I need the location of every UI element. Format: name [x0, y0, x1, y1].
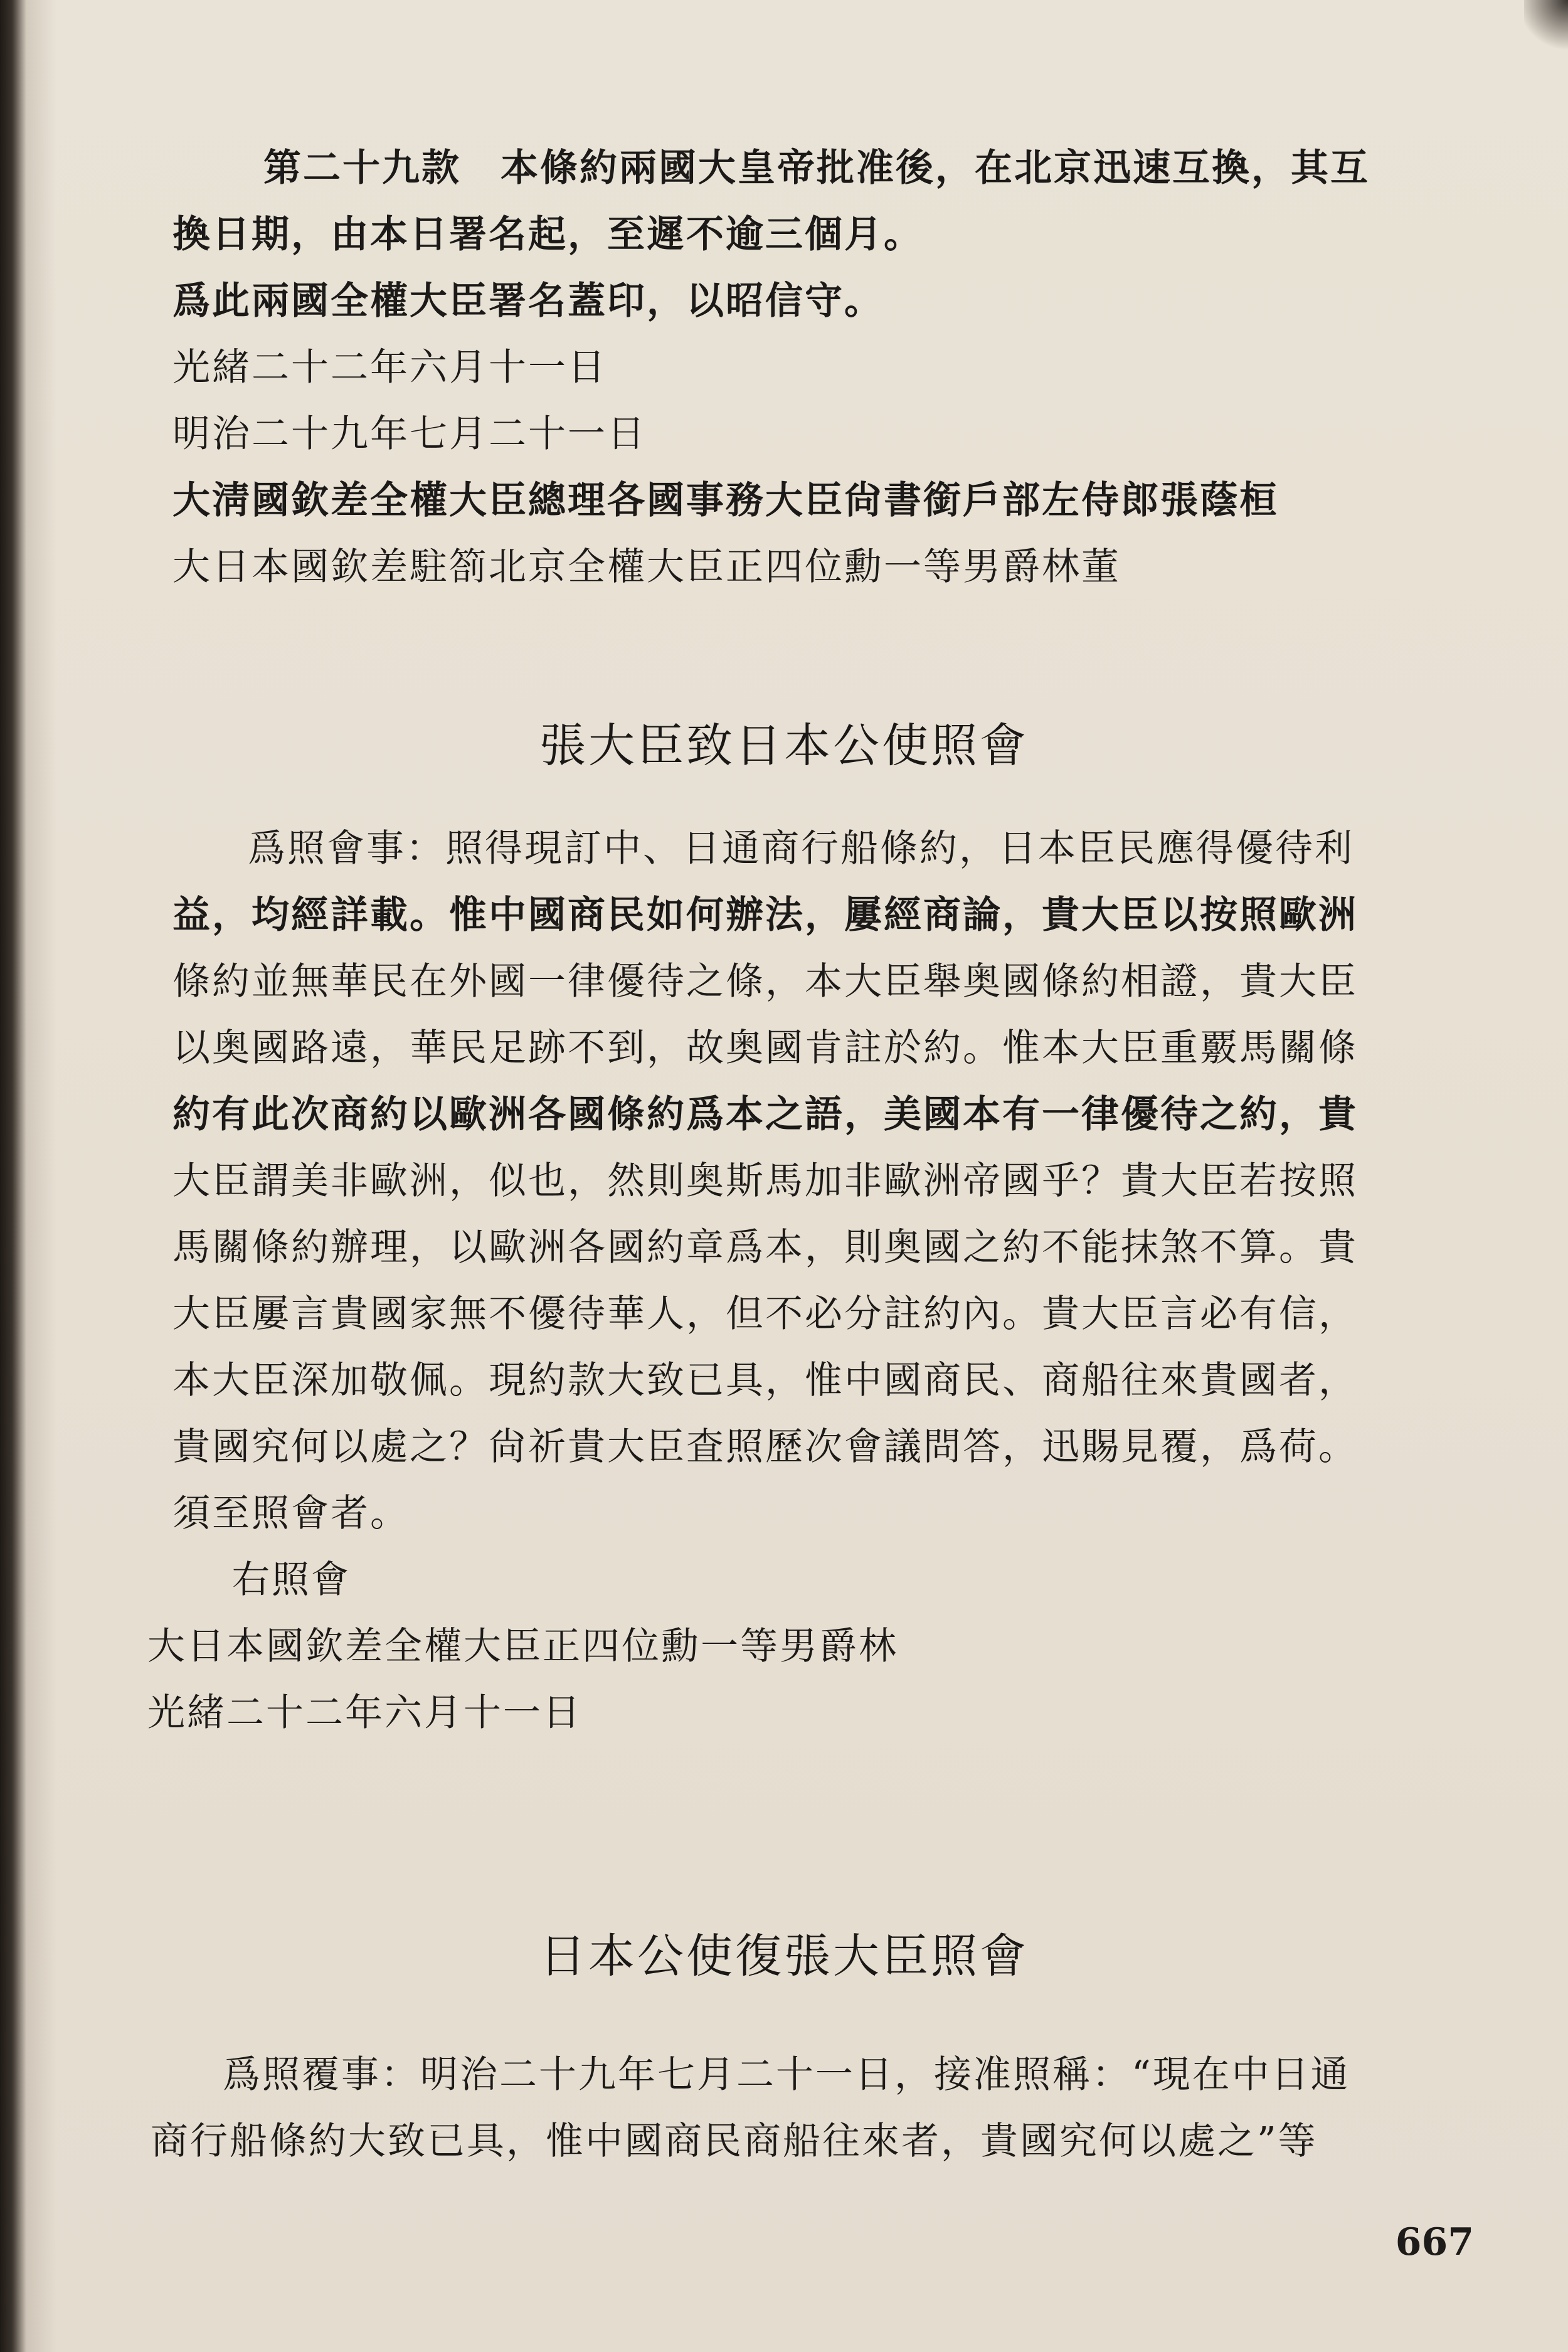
reply-line: 爲照覆事：明治二十九年七月二十一日，接准照稱：“現在中日通 — [223, 2053, 1350, 2097]
article-29-block — [172, 135, 1515, 600]
note-line: 須至照會者。 — [172, 1491, 410, 1535]
addressee-line: 大日本國欽差全權大臣正四位勳一等男爵林 — [147, 1624, 898, 1668]
page-number: 667 — [1395, 2220, 1474, 2264]
addressee-label: 右照會 — [232, 1558, 351, 1602]
note-line: 貴國究何以處之？尙祈貴大臣査照歷次會議問答，迅賜見覆，爲荷。 — [172, 1425, 1358, 1469]
section-heading-japan-reply: 日本公使復張大臣照會 — [539, 1929, 1029, 1983]
reply-line: 商行船條約大致已具，惟中國商民商船往來者，貴國究何以處之”等 — [151, 2119, 1318, 2163]
meiji-date-line: 明治二十九年七月二十一日 — [172, 412, 647, 456]
note-date-line: 光緒二十二年六月十一日 — [147, 1691, 582, 1735]
note-line: 本大臣深加敬佩。現約款大致已具，惟中國商民、商船往來貴國者， — [172, 1359, 1358, 1402]
qing-signatory-line: 大淸國欽差全權大臣總理各國事務大臣尙書銜戶部左侍郎張蔭桓 — [172, 479, 1279, 522]
book-spine-shadow — [0, 0, 26, 2352]
japan-reply-body — [151, 2042, 1493, 2175]
article-29-line: 第二十九款 本條約兩國大皇帝批准後，在北京迅速互換，其互 — [263, 146, 1370, 190]
page-corner-shadow — [1524, 0, 1568, 56]
article-29-line: 換日期，由本日署名起，至遲不逾三個月。 — [172, 213, 923, 257]
section-heading-zhang-note: 張大臣致日本公使照會 — [539, 719, 1029, 773]
note-line: 以奥國路遠，華民足跡不到，故奥國肯註於約。惟本大臣重覈馬關條 — [172, 1026, 1358, 1070]
zhang-note-body — [147, 815, 1515, 1746]
note-line: 大臣屢言貴國家無不優待華人，但不必分註約內。貴大臣言必有信， — [172, 1292, 1358, 1336]
note-line: 約有此次商約以歐洲各國條約爲本之語，美國本有一律優待之約，貴 — [172, 1093, 1358, 1136]
note-line: 條約並無華民在外國一律優待之條，本大臣舉奥國條約相證，貴大臣 — [172, 960, 1358, 1004]
note-line: 爲照會事：照得現訂中、日通商行船條約，日本臣民應得優待利 — [248, 827, 1354, 871]
japan-signatory-line: 大日本國欽差駐箚北京全權大臣正四位勳一等男爵林董 — [172, 545, 1121, 589]
note-line: 益，均經詳載。惟中國商民如何辦法，屢經商論，貴大臣以按照歐洲 — [172, 893, 1358, 937]
qing-date-line: 光緒二十二年六月十一日 — [172, 346, 607, 389]
note-line: 大臣謂美非歐洲，似也，然則奥斯馬加非歐洲帝國乎？貴大臣若按照 — [172, 1159, 1358, 1203]
note-line: 馬關條約辦理，以歐洲各國約章爲本，則奥國之約不能抹煞不算。貴 — [172, 1226, 1358, 1269]
article-29-line: 爲此兩國全權大臣署名蓋印，以昭信守。 — [172, 279, 884, 323]
